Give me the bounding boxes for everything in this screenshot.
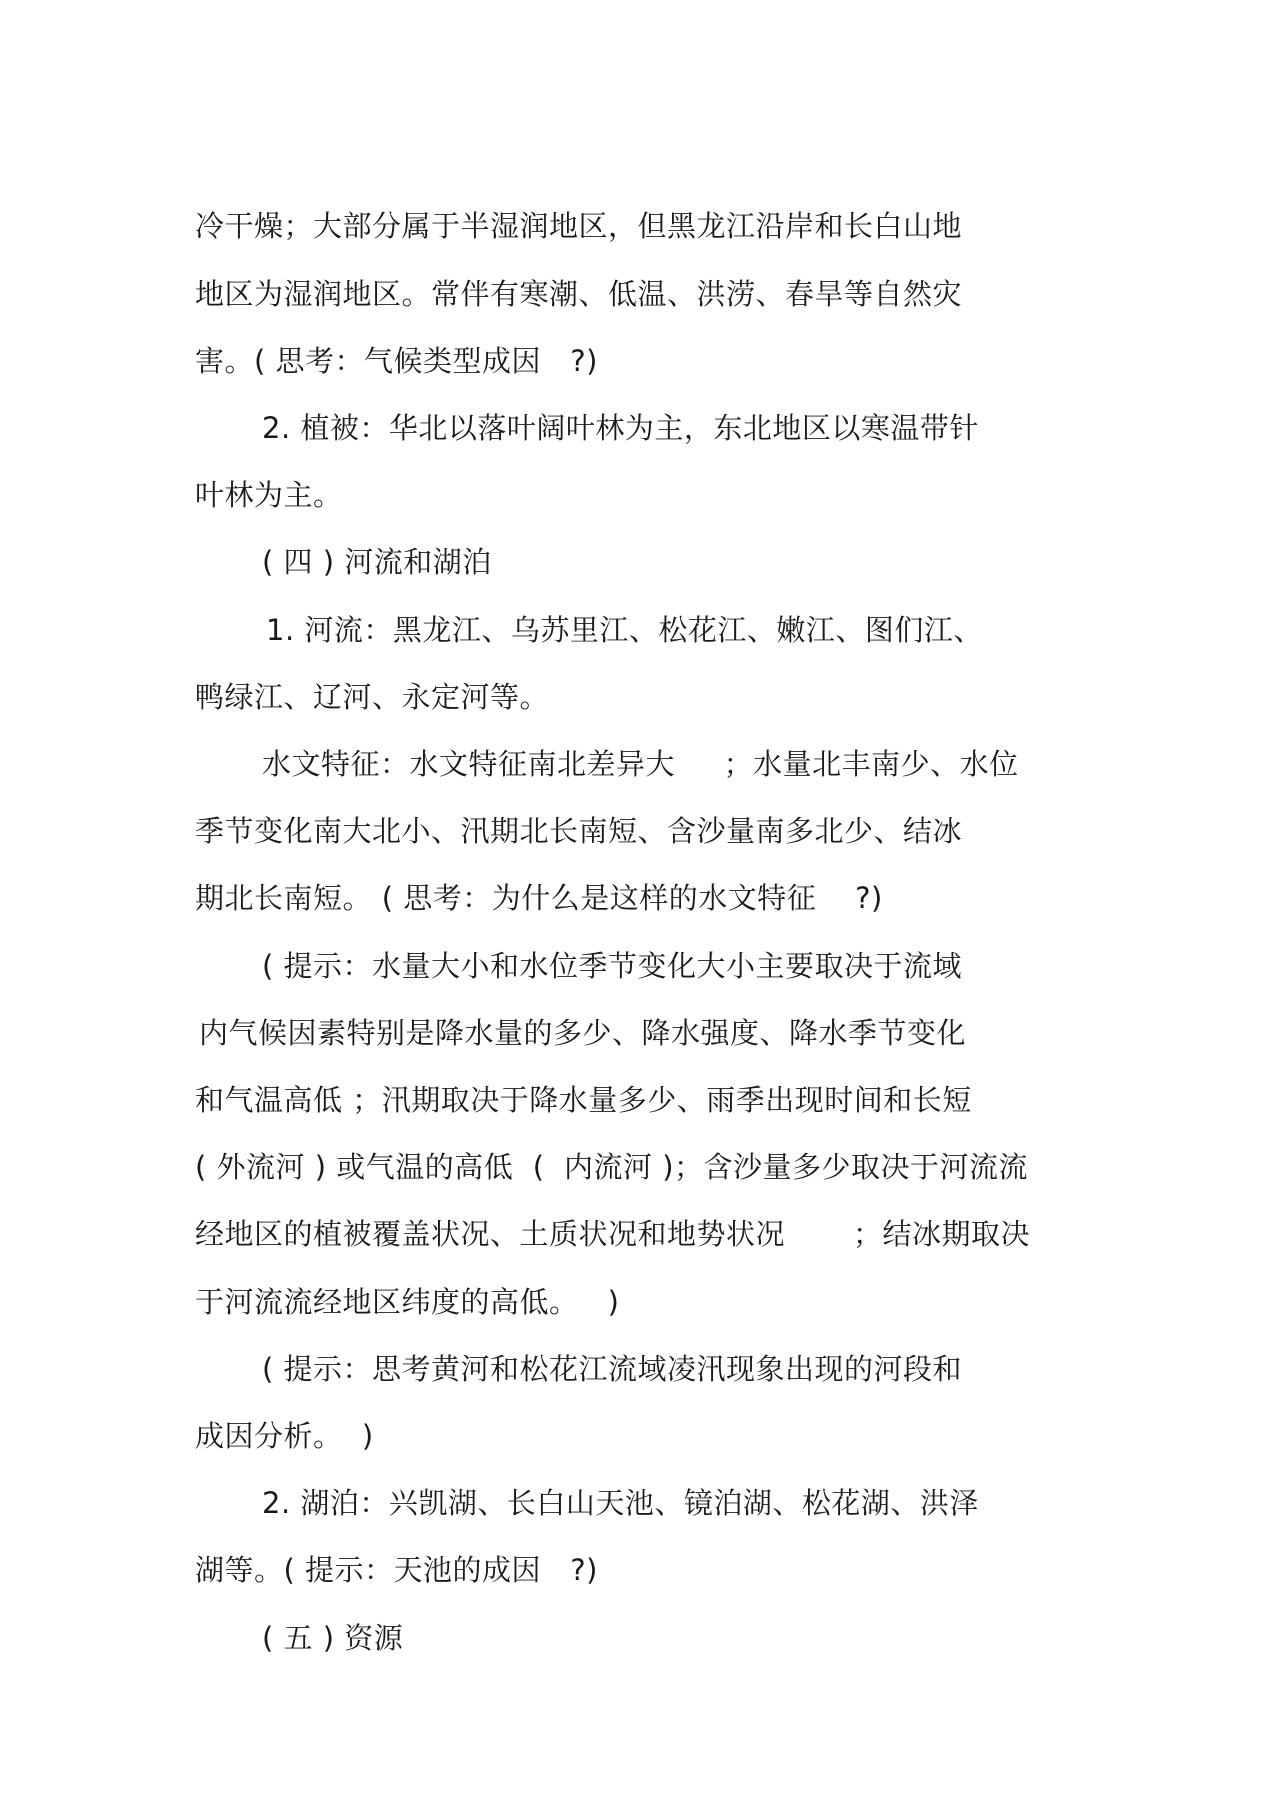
- text-line: 1. 河流：黑龙江、乌苏里江、松花江、嫩江、图们江、: [266, 613, 983, 647]
- text-line: 2. 植被：华北以落叶阔叶林为主，东北地区以寒温带针: [262, 411, 979, 445]
- text-line: 和气温高低 ；汛期取决于降水量多少、雨季出现时间和长短: [195, 1083, 972, 1117]
- section-heading: ( 五 ) 资源: [262, 1621, 404, 1655]
- text-line: 害。( 思考：气候类型成因 ?): [195, 344, 598, 378]
- text-line: 于河流流经地区纬度的高低。 ): [195, 1285, 620, 1319]
- section-heading: ( 四 ) 河流和湖泊: [262, 545, 492, 579]
- text-line: 冷干燥；大部分属于半湿润地区，但黑龙江沿岸和长白山地: [195, 209, 963, 243]
- text-line: ( 提示：思考黄河和松花江流域凌汛现象出现的河段和: [262, 1352, 963, 1386]
- text-line: 期北长南短。 ( 思考：为什么是这样的水文特征 ?): [195, 881, 883, 915]
- text-line: 季节变化南大北小、汛期北长南短、含沙量南多北少、结冰: [195, 814, 963, 848]
- text-line: 地区为湿润地区。常伴有寒潮、低温、洪涝、春旱等自然灾: [195, 277, 963, 311]
- text-line: 水文特征：水文特征南北差异大 ；水量北丰南少、水位: [262, 747, 1019, 781]
- text-line: ( 外流河 ) 或气温的高低 ( 内流河 )；含沙量多少取决于河流流: [195, 1150, 1029, 1184]
- text-line: 2. 湖泊：兴凯湖、长白山天池、镜泊湖、松花湖、洪泽: [262, 1486, 979, 1520]
- text-line: 内气候因素特别是降水量的多少、降水强度、降水季节变化: [199, 1016, 967, 1050]
- text-line: 经地区的植被覆盖状况、土质状况和地势状况 ；结冰期取决: [195, 1217, 1031, 1251]
- text-line: 鸭绿江、辽河、永定河等。: [195, 680, 550, 714]
- text-line: 叶林为主。: [195, 478, 343, 512]
- text-line: 湖等。( 提示：天池的成因 ?): [195, 1553, 598, 1587]
- text-line: 成因分析。 ): [195, 1419, 374, 1453]
- text-line: ( 提示：水量大小和水位季节变化大小主要取决于流域: [262, 949, 963, 983]
